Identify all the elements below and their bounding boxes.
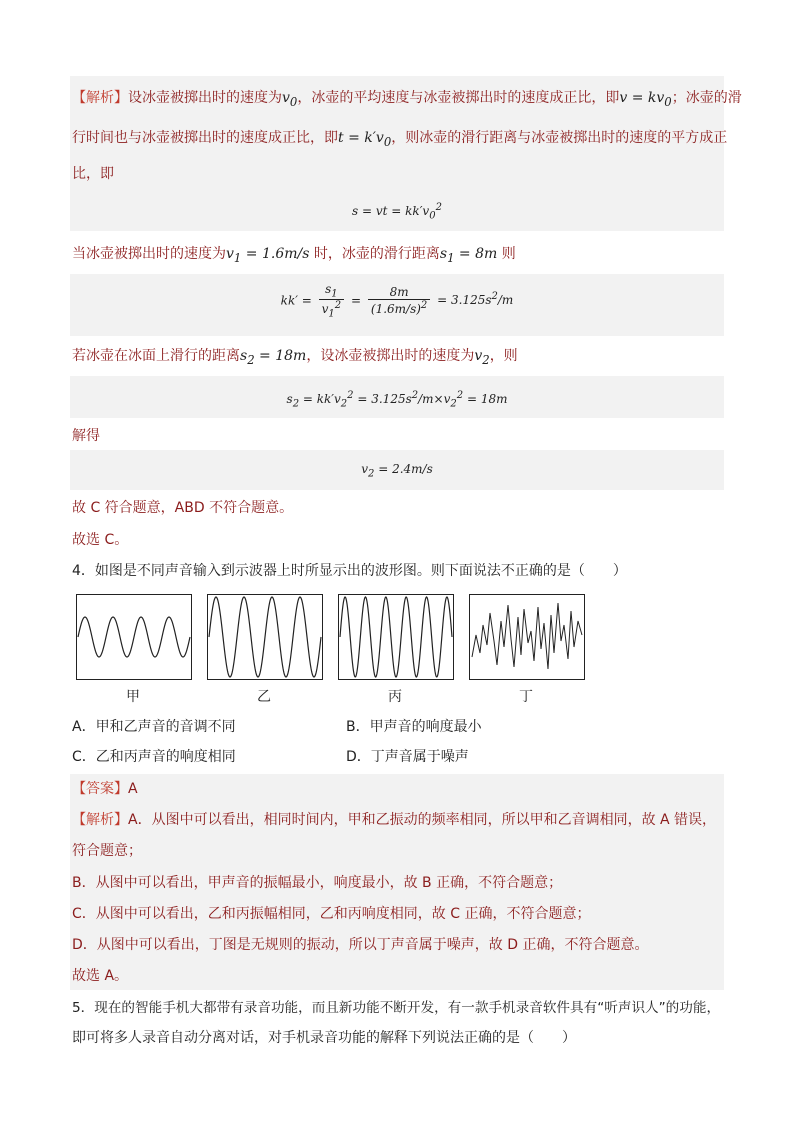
q4-answer: 【答案】A xyxy=(72,781,138,797)
analysis-line-4: 当冰壶被掷出时的速度为$v_1 = 1.6m/s$ 时，冰壶的滑行距离$s_1 = 8m$ 则 xyxy=(72,246,516,265)
q4-analysis-line-1: 【解析】A．从图中可以看出，相同时间内，甲和乙振动的频率相同，所以甲和乙音调相同，故 A 错误， xyxy=(72,812,717,828)
analysis-line-7: 故 C 符合题意，ABD 不符合题意。 xyxy=(72,500,294,516)
waveform-label-ding: 丁 xyxy=(519,689,533,705)
q4-stem: 4．如图是不同声音输入到示波器上时所显示出的波形图。则下面说法不正确的是（ ） xyxy=(72,563,627,579)
q4-option-d[interactable]: D．丁声音属于噪声 xyxy=(346,749,469,765)
equation-2: kk′ = $\frac{s_1}{v_1^2}$ = $\frac{8m}{(1.6m/s)^2}$ = $3.125s^2/m$ xyxy=(280,282,514,320)
q4-option-a[interactable]: A．甲和乙声音的音调不同 xyxy=(72,719,236,735)
equation-4: $v_2 = 2.4m/s$ xyxy=(361,462,433,480)
waveform-bing xyxy=(338,594,454,680)
q4-analysis-line-4: C．从图中可以看出，乙和丙振幅相同，乙和丙响度相同，故 C 正确，不符合题意； xyxy=(72,906,591,922)
q5-stem-line-1: 5．现在的智能手机大都带有录音功能，而且新功能不断开发，有一款手机录音软件具有“听声识人”的功能， xyxy=(72,1000,721,1016)
waveform-jia xyxy=(76,594,192,680)
q5-stem-line-2: 即可将多人录音自动分离对话，对手机录音功能的解释下列说法正确的是（ ） xyxy=(72,1030,576,1046)
waveform-bing-line xyxy=(340,597,452,677)
q4-analysis-line-2: 符合题意； xyxy=(72,843,142,859)
waveform-ding-line xyxy=(472,603,582,669)
waveform-yi xyxy=(207,594,323,680)
analysis-line-6: 解得 xyxy=(72,428,100,444)
waveform-yi-line xyxy=(209,597,321,677)
q4-option-c[interactable]: C．乙和丙声音的响度相同 xyxy=(72,749,236,765)
q4-analysis-line-3: B．从图中可以看出，甲声音的振幅最小，响度最小，故 B 正确，不符合题意； xyxy=(72,875,563,891)
waveform-ding xyxy=(469,594,585,680)
q4-analysis-line-5: D．从图中可以看出，丁图是无规则的振动，所以丁声音属于噪声，故 D 正确，不符合题意。 xyxy=(72,937,649,953)
analysis-line-1: 【解析】设冰壶被掷出时的速度为$v_0$，冰壶的平均速度与冰壶被掷出时的速度成正比，即$v = kv_0$；冰壶的滑 xyxy=(72,90,742,109)
waveform-label-jia: 甲 xyxy=(126,689,140,705)
waveform-jia-line xyxy=(78,617,190,657)
waveform-label-yi: 乙 xyxy=(257,689,271,705)
waveform-jia-graphic xyxy=(77,595,191,679)
analysis-line-2: 行时间也与冰壶被掷出时的速度成正比，即$t = k'v_0$，则冰壶的滑行距离与冰壶被掷出时的速度的平方成正 xyxy=(72,130,728,149)
q4-option-b[interactable]: B．甲声音的响度最小 xyxy=(346,719,482,735)
equation-1: s = vt = $kk'v_0^2$ xyxy=(352,202,442,222)
waveform-label-bing: 丙 xyxy=(388,689,402,705)
waveform-yi-graphic xyxy=(208,595,322,679)
waveform-bing-graphic xyxy=(339,595,453,679)
equation-3: $s_2 = kk'v_2^2 = 3.125s^2/m\times v_2^2 = 18m$ xyxy=(286,390,508,410)
q4-analysis-line-6: 故选 A。 xyxy=(72,968,129,984)
analysis-line-5: 若冰壶在冰面上滑行的距离$s_2 = 18m$，设冰壶被掷出时的速度为$v_2$，则 xyxy=(72,348,518,367)
analysis-line-3: 比，即 xyxy=(72,166,114,182)
waveform-ding-graphic xyxy=(470,595,584,679)
analysis-line-8: 故选 C。 xyxy=(72,532,129,548)
